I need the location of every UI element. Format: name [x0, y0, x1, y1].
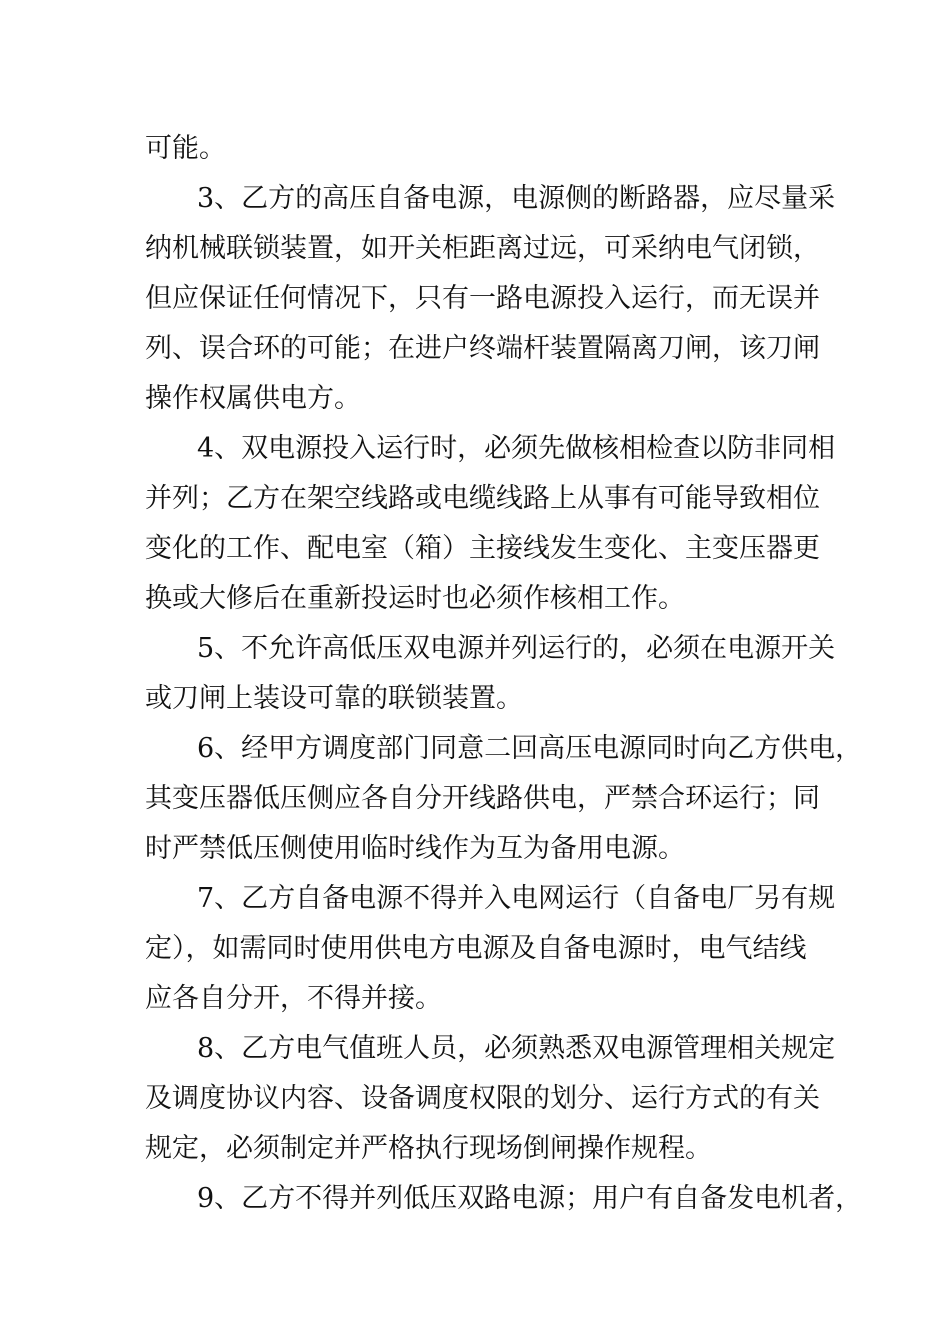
- clause-9-line: 9、乙方不得并列低压双路电源；用户有自备发电机者，: [197, 1183, 863, 1214]
- text-line: 定），如需同时使用供电方电源及自备电源时，电气结线: [145, 933, 807, 964]
- text-line: 并列；乙方在架空线路或电缆线路上从事有可能导致相位: [145, 483, 820, 514]
- text-line: 操作权属供电方。: [145, 383, 361, 414]
- clause-6-line: 6、经甲方调度部门同意二回高压电源同时向乙方供电，: [197, 733, 863, 764]
- text-line: 其变压器低压侧应各自分开线路供电，严禁合环运行；同: [145, 783, 820, 814]
- clause-7-line: 7、乙方自备电源不得并入电网运行（自备电厂另有规: [197, 883, 836, 914]
- text-line: 但应保证任何情况下，只有一路电源投入运行，而无误并: [145, 283, 820, 314]
- text-line: 变化的工作、配电室（箱）主接线发生变化、主变压器更: [145, 533, 820, 564]
- text-line: 规定，必须制定并严格执行现场倒闸操作规程。: [145, 1133, 712, 1164]
- text-line: 或刀闸上装设可靠的联锁装置。: [145, 683, 523, 714]
- clause-3-line: 3、乙方的高压自备电源，电源侧的断路器，应尽量采: [197, 183, 836, 214]
- clause-4-line: 4、双电源投入运行时，必须先做核相检查以防非同相: [197, 433, 836, 464]
- text-line: 列、误合环的可能；在进户终端杆装置隔离刀闸，该刀闸: [145, 333, 820, 364]
- clause-5-line: 5、不允许高低压双电源并列运行的，必须在电源开关: [197, 633, 836, 664]
- text-line: 时严禁低压侧使用临时线作为互为备用电源。: [145, 833, 685, 864]
- text-line: 可能。: [145, 133, 226, 164]
- text-line: 纳机械联锁装置，如开关柜距离过远，可采纳电气闭锁，: [145, 233, 820, 264]
- text-line: 换或大修后在重新投运时也必须作核相工作。: [145, 583, 685, 614]
- text-line: 及调度协议内容、设备调度权限的划分、运行方式的有关: [145, 1083, 820, 1114]
- text-line: 应各自分开，不得并接。: [145, 983, 442, 1014]
- clause-8-line: 8、乙方电气值班人员，必须熟悉双电源管理相关规定: [197, 1033, 836, 1064]
